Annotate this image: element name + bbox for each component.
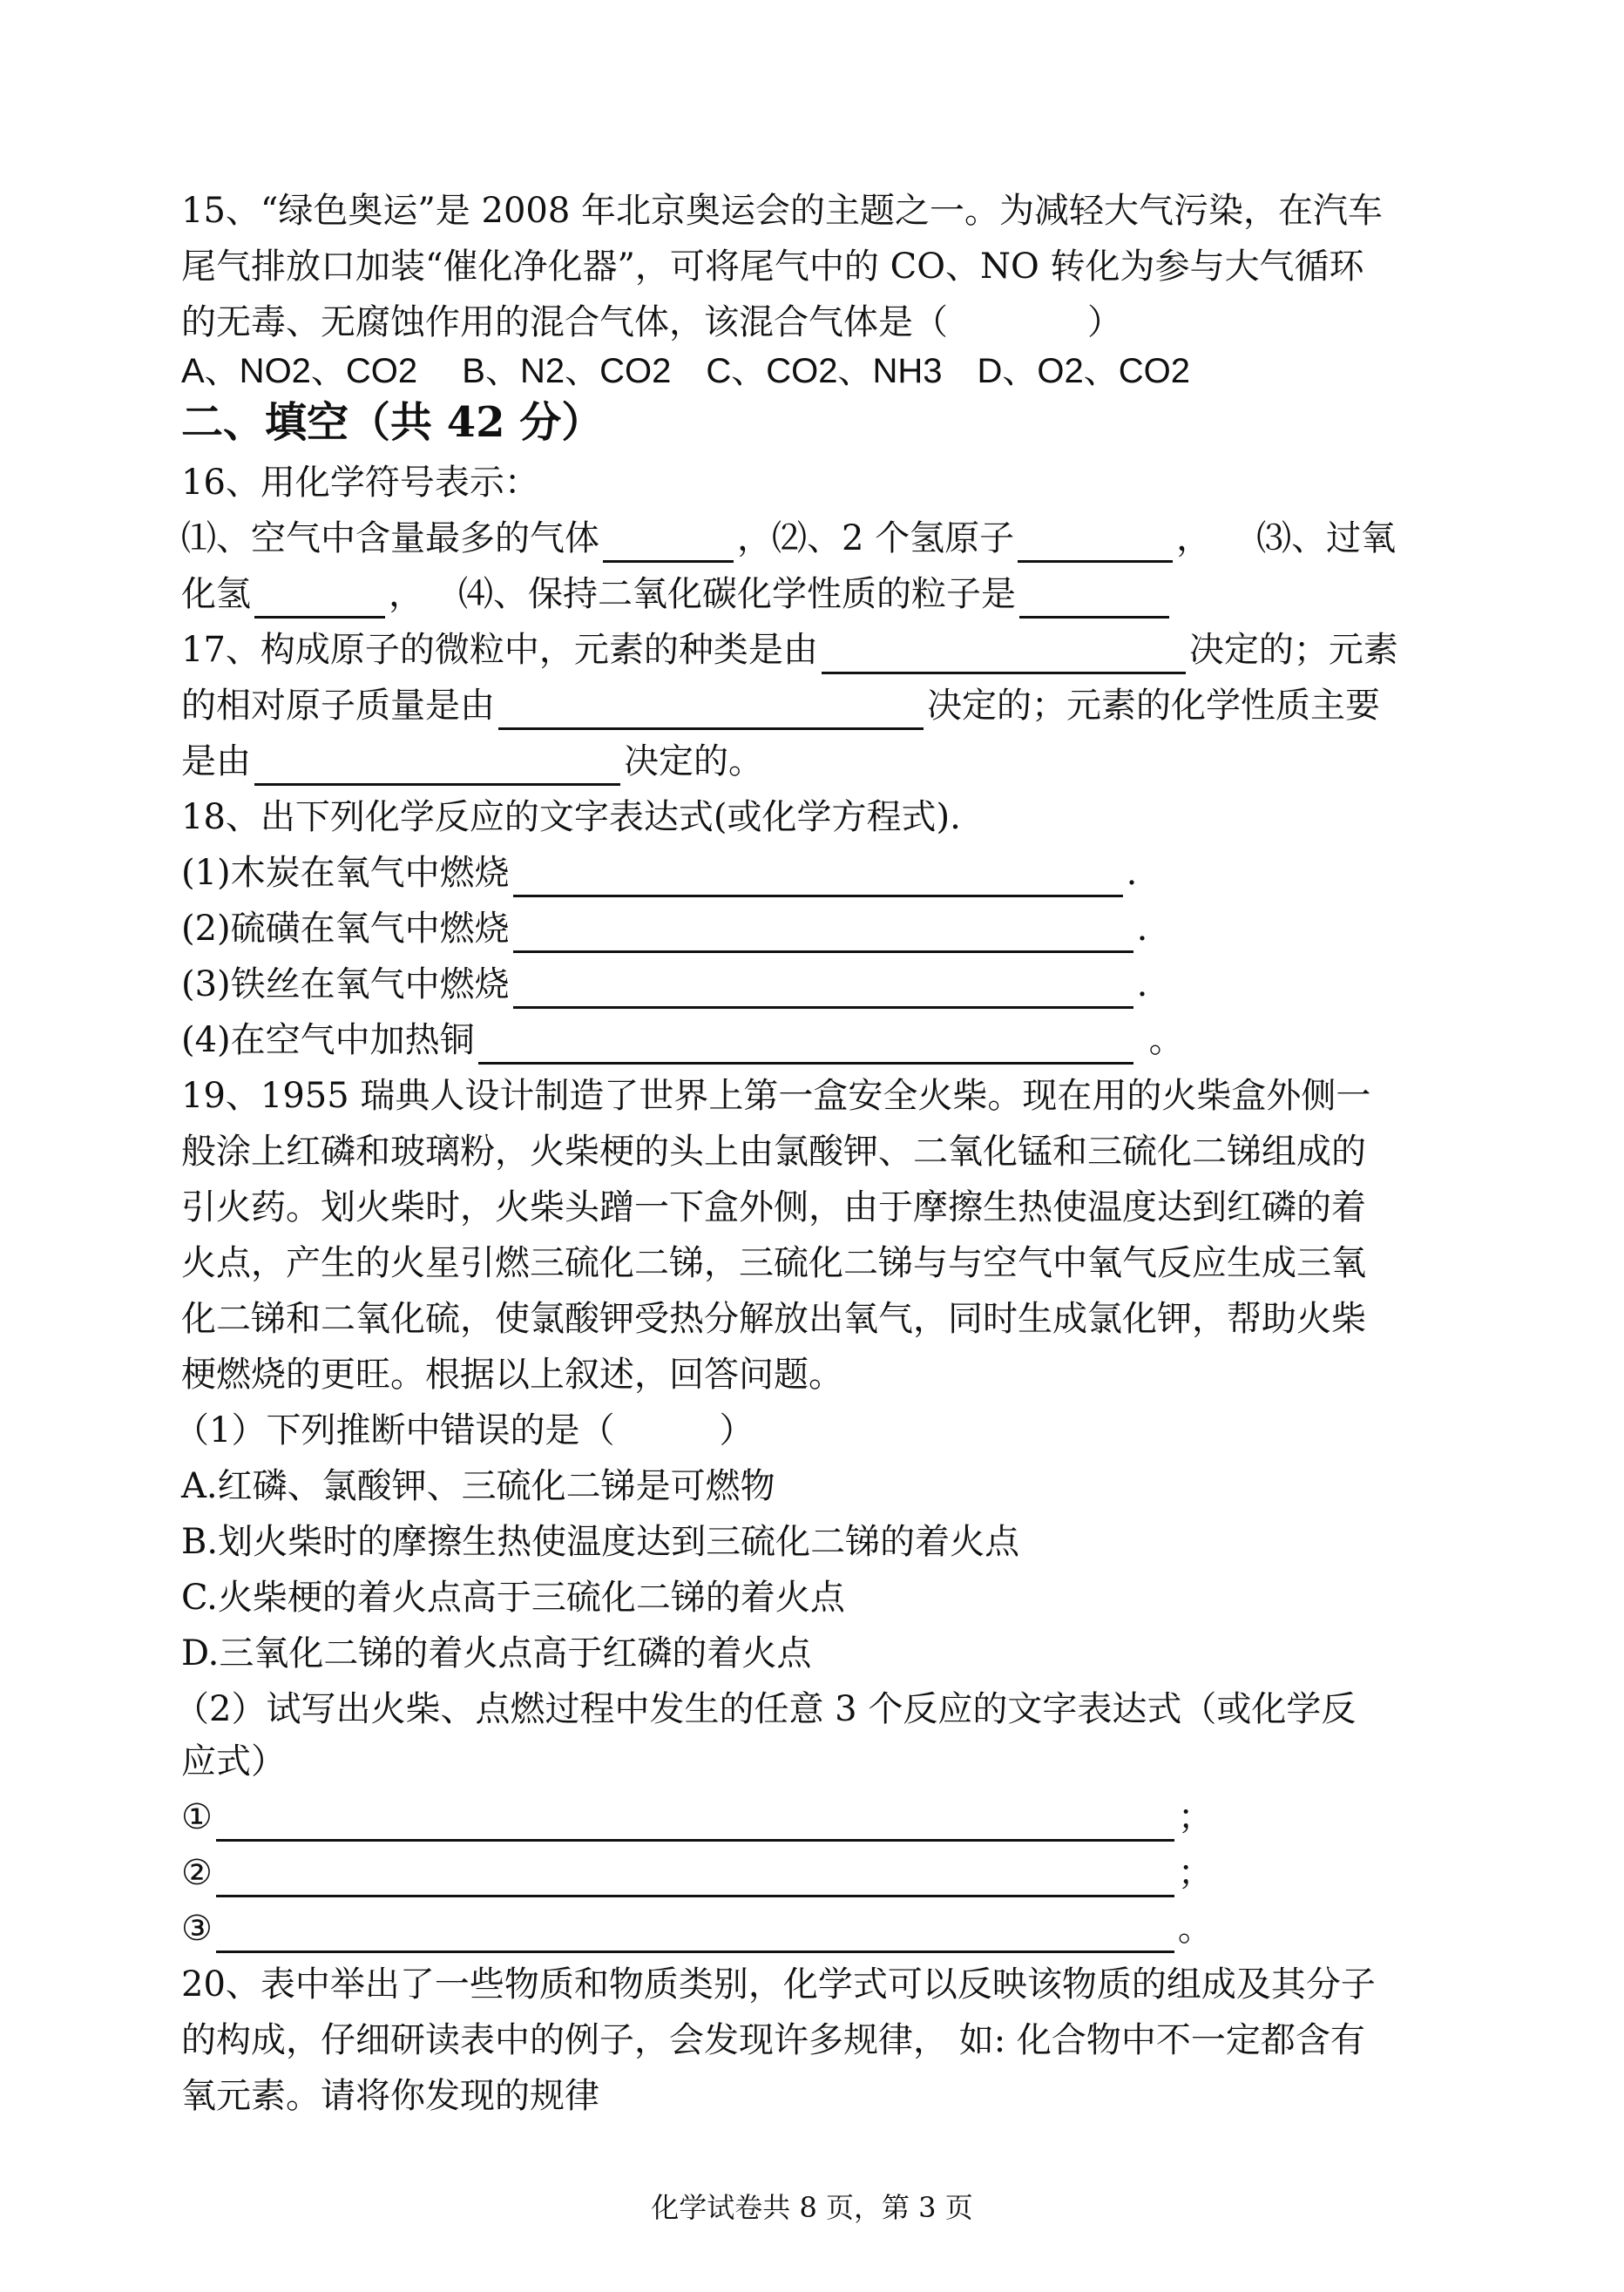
q19-answer-label: ② (181, 1853, 213, 1893)
q16-line-1 (181, 514, 1396, 563)
q17-line-2 (181, 681, 1380, 730)
q18-label: (3)铁丝在氧气中燃烧 (181, 964, 510, 1004)
q19-line-4: 火点，产生的火星引燃三硫化二锑，三硫化二锑与与空气中氧气反应生成三氧 (181, 1243, 1366, 1283)
q19-answer-2 (181, 1849, 1213, 1897)
q15-options: A、NO2、CO2 B、N2、CO2 C、CO2、NH3 D、O2、CO2 (181, 352, 1190, 390)
q19-answer-1 (181, 1793, 1213, 1842)
q19-option-b: B.划火柴时的摩擦生热使温度达到三硫化二锑的着火点 (181, 1522, 1020, 1562)
q16-part-2: ⑵、2 个氢原子 (772, 518, 1015, 558)
q19-answer-end: ； (1177, 1797, 1213, 1837)
q15-line-2: 尾气排放口加装“催化净化器”，可将尾气中的 CO、NO 转化为参与大气循环 (181, 247, 1364, 287)
answer-blank[interactable] (513, 916, 1133, 953)
section-title: 二、填空（共 42 分） (181, 398, 604, 447)
q19-line-3: 引火药。划火柴时，火柴头蹭一下盒外侧，由于摩擦生热使温度达到红磷的着 (181, 1187, 1366, 1227)
q18-end: . (1136, 909, 1148, 949)
q19-answer-end: ； (1177, 1853, 1213, 1893)
q19-line-1: 19、1955 瑞典人设计制造了世界上第一盒安全火柴。现在用的火柴盒外侧一 (181, 1076, 1371, 1116)
separator: ， (1176, 518, 1212, 558)
q19-option-d: D.三氧化二锑的着火点高于红磷的着火点 (181, 1633, 812, 1673)
q19-line-5: 化二锑和二氧化硫，使氯酸钾受热分解放出氧气，同时生成氯化钾，帮助火柴 (181, 1299, 1366, 1339)
q17-text: 决定的。 (624, 741, 763, 781)
q18-end: . (1126, 853, 1138, 893)
q17-text: 17、构成原子的微粒中，元素的种类是由 (181, 630, 818, 670)
q15-line-3: 的无毒、无腐蚀作用的混合气体，该混合气体是（ ） (181, 302, 1122, 342)
q17-text: 的相对原子质量是由 (181, 686, 495, 726)
q17-line-3 (181, 737, 763, 786)
q19-line-2: 般涂上红磷和玻璃粉，火柴梗的头上由氯酸钾、二氧化锰和三硫化二锑组成的 (181, 1132, 1366, 1172)
q20-line-3: 氧元素。请将你发现的规律 (181, 2076, 599, 2116)
answer-blank[interactable] (513, 971, 1133, 1009)
q16-part-3b: 化氢 (181, 574, 251, 614)
q17-text: 决定的；元素的化学性质主要 (927, 686, 1380, 726)
q19-answer-3 (181, 1904, 1213, 1953)
q15-line-1: 15、“绿色奥运”是 2008 年北京奥运会的主题之一。为减轻大气污染，在汽车 (181, 191, 1384, 231)
q17-text: 是由 (181, 741, 251, 781)
q19-line-6: 梗燃烧的更旺。根据以上叙述，回答问题。 (181, 1355, 843, 1395)
answer-blank[interactable] (498, 693, 924, 730)
q18-label: (4)在空气中加热铜 (181, 1020, 475, 1060)
q18-item-4 (181, 1016, 1184, 1065)
q20-line-2: 的构成，仔细研读表中的例子，会发现许多规律， 如: 化合物中不一定都含有 (181, 2020, 1365, 2060)
separator: ， (389, 574, 423, 614)
q19-sub-2-line-2: 应式） (181, 1741, 286, 1782)
q18-item-2 (181, 904, 1147, 953)
q17-line-1 (181, 625, 1398, 674)
answer-blank[interactable] (254, 581, 385, 619)
q19-option-a: A.红磷、氯酸钾、三硫化二锑是可燃物 (181, 1466, 775, 1506)
answer-blank[interactable] (1019, 581, 1169, 619)
q18-label: (2)硫磺在氧气中燃烧 (181, 909, 510, 949)
answer-blank[interactable] (216, 1860, 1174, 1897)
answer-blank[interactable] (216, 1916, 1174, 1953)
q19-answer-label: ① (181, 1797, 213, 1837)
q18-end: 。 (1148, 1020, 1184, 1060)
answer-blank[interactable] (603, 525, 734, 563)
answer-blank[interactable] (513, 860, 1123, 897)
q18-stem: 18、出下列化学反应的文字表达式(或化学方程式). (181, 797, 961, 837)
answer-blank[interactable] (478, 1027, 1133, 1065)
q18-label: (1)木炭在氧气中燃烧 (181, 853, 510, 893)
q19-answer-label: ③ (181, 1909, 213, 1949)
answer-blank[interactable] (254, 748, 620, 786)
q19-sub-2-line-1: （2）试写出火柴、点燃过程中发生的任意 3 个反应的文字表达式（或化学反 (174, 1689, 1357, 1729)
q19-sub-1: （1）下列推断中错误的是（ ） (174, 1410, 754, 1450)
q17-text: 决定的；元素 (1188, 630, 1398, 670)
answer-blank[interactable] (1018, 525, 1173, 563)
q18-end: . (1136, 964, 1148, 1004)
q18-item-1 (181, 849, 1137, 897)
separator: ， (737, 518, 772, 558)
q16-part-4: ⑷、保持二氧化碳化学性质的粒子是 (458, 574, 1016, 614)
answer-blank[interactable] (822, 637, 1186, 674)
q18-item-3 (181, 960, 1147, 1009)
q19-option-c: C.火柴梗的着火点高于三硫化二锑的着火点 (181, 1578, 845, 1618)
q16-part-3a: ⑶、过氧 (1256, 518, 1397, 558)
q19-answer-end: 。 (1177, 1909, 1213, 1949)
q16-line-2 (181, 570, 1173, 619)
answer-blank[interactable] (216, 1804, 1174, 1842)
q16-part-1: ⑴、空气中含量最多的气体 (181, 518, 599, 558)
q20-line-1: 20、表中举出了一些物质和物质类别，化学式可以反映该物质的组成及其分子 (181, 1964, 1376, 2005)
page-footer: 化学试卷共 8 页，第 3 页 (651, 2191, 973, 2224)
q16-stem: 16、用化学符号表示： (181, 463, 539, 503)
